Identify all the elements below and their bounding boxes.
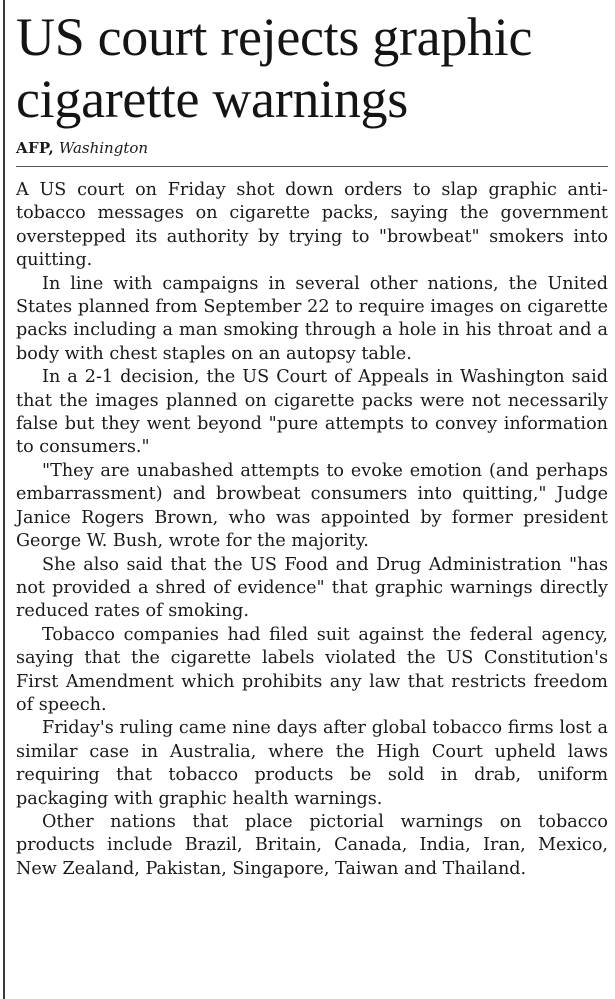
column-rule bbox=[3, 0, 5, 999]
article-paragraph: She also said that the US Food and Drug Administration "has not provided a shred of evidence" that graphic warnings directly reduced rates of smoking. bbox=[16, 554, 608, 622]
article-paragraph: Other nations that place pictorial warnings on tobacco products include Brazil, Britain, Canada, India, Iran, Mexico, New Zealand, Pakistan, Singapore, Taiwan and Thailand. bbox=[16, 811, 608, 879]
article-paragraph: In a 2-1 decision, the US Court of Appeals in Washington said that the images planned on cigarette packs were not necessarily false but they went beyond "pure attempts to convey information to consumers." bbox=[16, 367, 608, 458]
byline-divider bbox=[16, 166, 608, 167]
article-paragraph: Friday's ruling came nine days after global tobacco firms lost a similar case in Australia, where the High Court upheld laws requiring that tobacco products be sold in drab, uniform packaging with graphic health warnings. bbox=[16, 718, 608, 809]
article-paragraph: Tobacco companies had filed suit against the federal agency, saying that the cigarette labels violated the US Constitution's First Amendment which prohibits any law that restricts freedom of speech. bbox=[16, 624, 608, 715]
article-paragraph: In line with campaigns in several other nations, the United States planned from September 22 to require images on cigarette packs including a man smoking through a hole in his throat and a body with chest staples on an autopsy table. bbox=[16, 273, 608, 364]
headline: US court rejects graphic cigarette warnings bbox=[16, 7, 533, 129]
byline-location: Washington bbox=[58, 139, 149, 157]
byline-agency: AFP, bbox=[16, 139, 55, 157]
article-paragraph: "They are unabashed attempts to evoke emotion (and perhaps embarrassment) and browbeat consumers into quitting," Judge Janice Rogers Brown, who was appointed by former president George W. Bush, wrote for the majority. bbox=[16, 460, 608, 552]
article-paragraph: A US court on Friday shot down orders to slap graphic anti-tobacco messages on cigarette packs, saying the government overstepped its authority by trying to "browbeat" smokers into quitting. bbox=[16, 180, 608, 271]
article-body bbox=[16, 179, 608, 881]
news-article bbox=[16, 6, 608, 881]
byline bbox=[16, 138, 608, 158]
